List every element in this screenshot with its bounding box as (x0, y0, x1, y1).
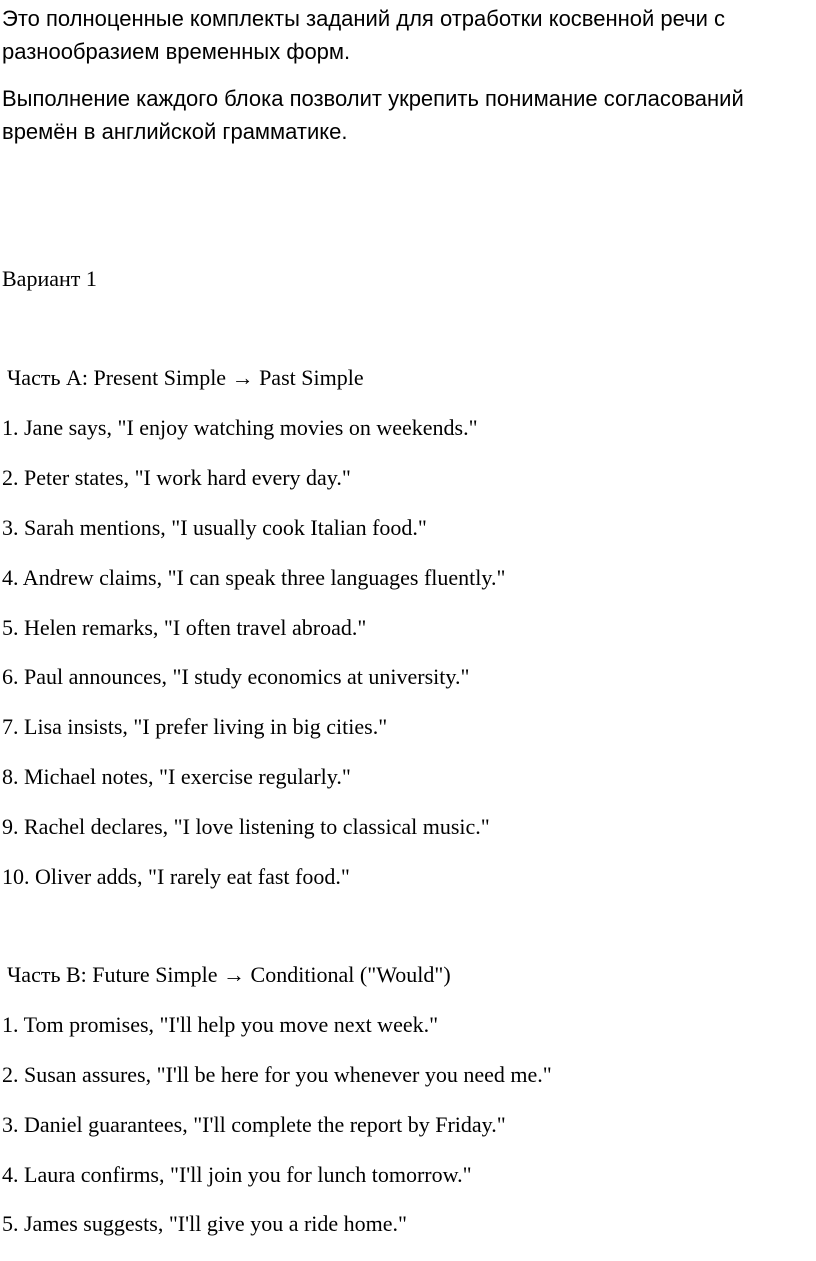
part-b-item: 2. Susan assures, "I'll be here for you whenever you need me." (2, 1062, 552, 1087)
part-a-item: 2. Peter states, "I work hard every day." (2, 465, 351, 490)
part-a-item: 8. Michael notes, "I exercise regularly." (2, 764, 351, 789)
part-a-heading: Часть A: Present Simple → Past Simple (7, 365, 364, 390)
part-a-item: 3. Sarah mentions, "I usually cook Italian food." (2, 515, 427, 540)
part-b-item: 1. Tom promises, "I'll help you move next week." (2, 1012, 439, 1037)
part-a-item: 4. Andrew claims, "I can speak three languages fluently." (2, 565, 506, 590)
part-a-item: 5. Helen remarks, "I often travel abroad." (2, 615, 367, 640)
part-a-item: 1. Jane says, "I enjoy watching movies on weekends." (2, 415, 478, 440)
part-b-item: 4. Laura confirms, "I'll join you for lunch tomorrow." (2, 1162, 472, 1187)
intro-paragraph-1: Это полноценные комплекты заданий для отработки косвенной речи с разнообразием временных форм. (2, 6, 726, 64)
part-a-item: 6. Paul announces, "I study economics at university." (2, 664, 470, 689)
part-b-heading: Часть B: Future Simple → Conditional ("Would") (7, 962, 451, 987)
variant-title: Вариант 1 (2, 266, 97, 291)
part-a-item: 7. Lisa insists, "I prefer living in big cities." (2, 714, 388, 739)
part-b-item: 5. James suggests, "I'll give you a ride home." (2, 1211, 408, 1236)
intro-paragraph-2: Выполнение каждого блока позволит укрепить понимание согласований времён в английской грамматике. (2, 86, 744, 144)
part-b-item: 3. Daniel guarantees, "I'll complete the report by Friday." (2, 1112, 506, 1137)
part-a-item: 10. Oliver adds, "I rarely eat fast food." (2, 864, 350, 889)
part-a-item: 9. Rachel declares, "I love listening to classical music." (2, 814, 490, 839)
